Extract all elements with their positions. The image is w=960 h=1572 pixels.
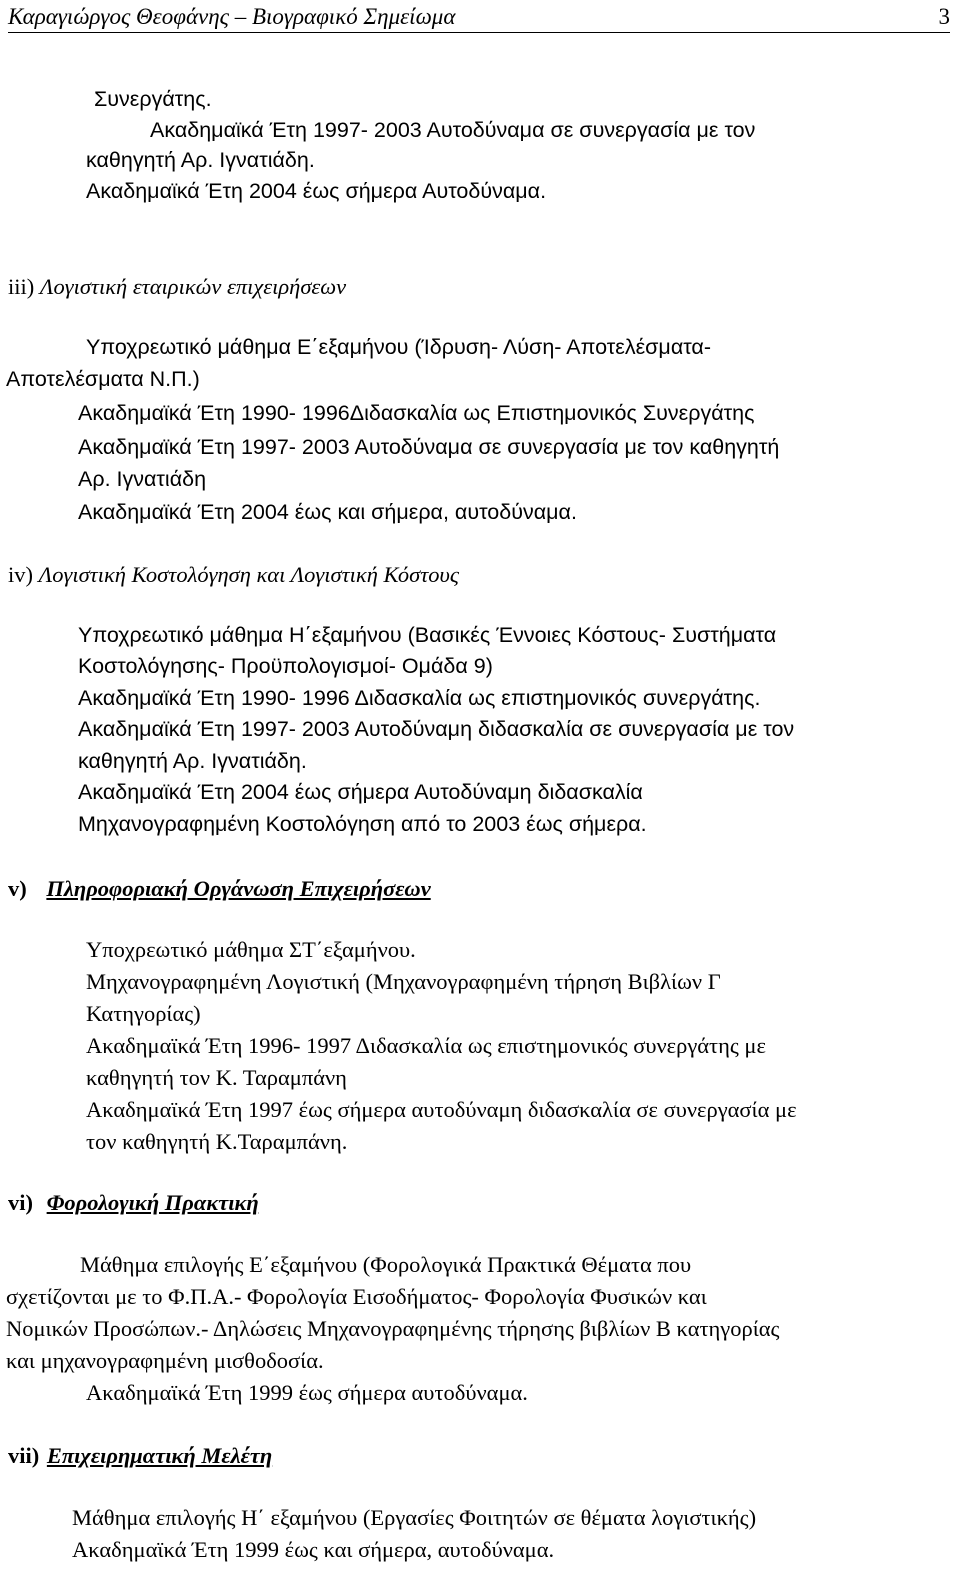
- intro-line-2: Ακαδημαϊκά Έτη 1997- 2003 Αυτοδύναμα σε συνεργασία με τον: [150, 118, 756, 142]
- section-v-line-4: Ακαδημαϊκά Έτη 1996- 1997 Διδασκαλία ως επιστημονικός συνεργάτης με: [86, 1033, 766, 1058]
- section-vii-line-2: Ακαδημαϊκά Έτη 1999 έως και σήμερα, αυτοδύναμα.: [72, 1537, 555, 1562]
- section-iv-heading: [8, 560, 459, 590]
- section-iv-title: Λογιστική Κοστολόγηση και Λογιστική Κόστους: [38, 562, 459, 587]
- section-iv-line-2: Κοστολόγησης- Προϋπολογισμοί- Ομάδα 9): [78, 654, 493, 678]
- section-iv-number: iv): [8, 562, 33, 587]
- section-iv-line-4: Ακαδημαϊκά Έτη 1997- 2003 Αυτοδύναμη διδασκαλία σε συνεργασία με τον: [78, 717, 795, 741]
- header-title: Καραγιώργος Θεοφάνης – Βιογραφικό Σημείωμα: [8, 4, 456, 29]
- section-v-line-1: Υποχρεωτικό μάθημα ΣΤ΄εξαμήνου.: [86, 937, 416, 962]
- section-vi-line-4: και μηχανογραφημένη μισθοδοσία.: [6, 1348, 324, 1373]
- section-v-heading: [8, 874, 431, 904]
- intro-line-3: καθηγητή Αρ. Ιγνατιάδη.: [86, 148, 315, 172]
- page-header: [8, 2, 950, 33]
- section-iii-line-2: Αποτελέσματα Ν.Π.): [6, 367, 200, 391]
- section-iii-line-1: Υποχρεωτικό μάθημα Ε΄εξαμήνου (Ίδρυση- Λύση- Αποτελέσματα-: [86, 335, 712, 359]
- section-v-line-7: τον καθηγητή Κ.Ταραμπάνη.: [86, 1129, 348, 1154]
- section-v-line-5: καθηγητή τον Κ. Ταραμπάνη: [86, 1065, 347, 1090]
- section-v-title: Πληροφοριακή Οργάνωση Επιχειρήσεων: [46, 876, 431, 901]
- section-vii-title: Επιχειρηματική Μελέτη: [46, 1443, 273, 1468]
- section-vi-line-1: Μάθημα επιλογής Ε΄εξαμήνου (Φορολογικά Πρακτικά Θέματα που: [80, 1252, 692, 1277]
- section-iii-heading: [8, 272, 346, 302]
- section-v-line-2: Μηχανογραφημένη Λογιστική (Μηχανογραφημένη τήρηση Βιβλίων Γ: [86, 969, 721, 994]
- section-iii-line-4: Ακαδημαϊκά Έτη 1997- 2003 Αυτοδύναμα σε συνεργασία με τον καθηγητή: [78, 435, 780, 459]
- section-iv-line-1: Υποχρεωτικό μάθημα Η΄εξαμήνου (Βασικές Έννοιες Κόστους- Συστήματα: [78, 623, 777, 647]
- section-vi-title: Φορολογική Πρακτική: [46, 1190, 259, 1215]
- section-iv-line-6: Ακαδημαϊκά Έτη 2004 έως σήμερα Αυτοδύναμη διδασκαλία: [78, 780, 643, 804]
- section-vi-line-3: Νομικών Προσώπων.- Δηλώσεις Μηχανογραφημένης τήρησης βιβλίων Β κατηγορίας: [6, 1316, 780, 1341]
- intro-line-4: Ακαδημαϊκά Έτη 2004 έως σήμερα Αυτοδύναμα.: [86, 179, 547, 203]
- section-vii-heading: [8, 1441, 272, 1471]
- intro-line-1: Συνεργάτης.: [94, 87, 212, 111]
- section-iv-line-7: Μηχανογραφημένη Κοστολόγηση από το 2003 έως σήμερα.: [78, 812, 647, 836]
- section-iii-line-5: Αρ. Ιγνατιάδη: [78, 467, 207, 491]
- section-iii-number: iii): [8, 274, 35, 299]
- section-iii-line-6: Ακαδημαϊκά Έτη 2004 έως και σήμερα, αυτοδύναμα.: [78, 500, 577, 524]
- section-iii-line-3: Ακαδημαϊκά Έτη 1990- 1996Διδασκαλία ως Επιστημονικός Συνεργάτης: [78, 401, 755, 425]
- section-vi-heading: [8, 1188, 259, 1218]
- section-iii-title: Λογιστική εταιρικών επιχειρήσεων: [39, 274, 347, 299]
- section-iv-line-3: Ακαδημαϊκά Έτη 1990- 1996 Διδασκαλία ως επιστημονικός συνεργάτης.: [78, 686, 761, 710]
- section-vi-line-2: σχετίζονται με το Φ.Π.Α.- Φορολογία Εισοδήματος- Φορολογία Φυσικών και: [6, 1284, 707, 1309]
- section-vii-number: vii): [8, 1443, 40, 1468]
- section-v-number: v): [8, 876, 27, 901]
- section-vi-line-5: Ακαδημαϊκά Έτη 1999 έως σήμερα αυτοδύναμα.: [86, 1380, 528, 1405]
- page-number: 3: [938, 4, 950, 29]
- section-v-line-6: Ακαδημαϊκά Έτη 1997 έως σήμερα αυτοδύναμη διδασκαλία σε συνεργασία με: [86, 1097, 797, 1122]
- section-iv-line-5: καθηγητή Αρ. Ιγνατιάδη.: [78, 749, 307, 773]
- section-v-line-3: Κατηγορίας): [86, 1001, 201, 1026]
- section-vii-line-1: Μάθημα επιλογής Η΄ εξαμήνου (Εργασίες Φοιτητών σε θέματα λογιστικής): [72, 1505, 757, 1530]
- section-vi-number: vi): [8, 1190, 33, 1215]
